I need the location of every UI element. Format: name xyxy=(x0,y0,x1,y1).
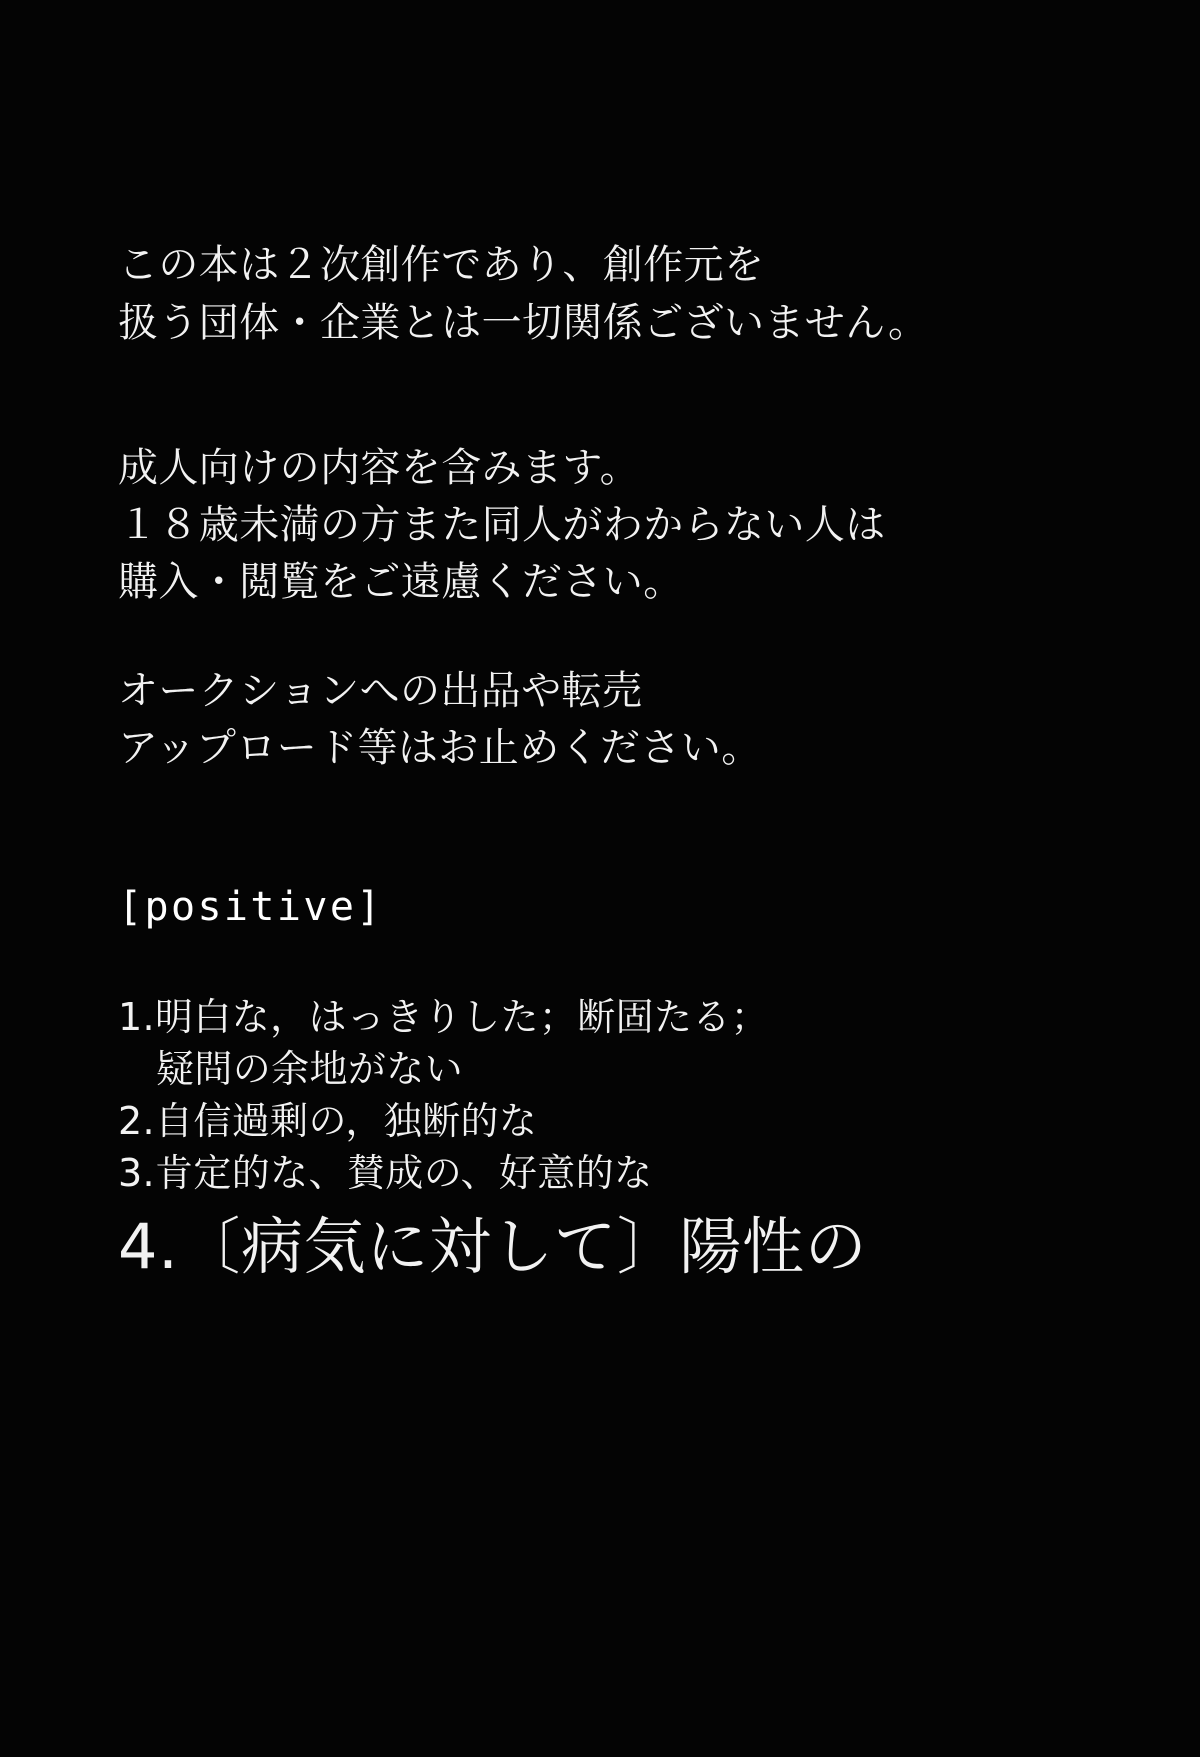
adult-notice-block xyxy=(118,440,1128,611)
resale-notice-line-1: オークションへの出品や転売 xyxy=(118,668,643,714)
resale-notice-line-2: アップロード等はお止めください。 xyxy=(118,725,762,771)
disclaimer-block xyxy=(118,236,1128,352)
resale-notice-block xyxy=(118,663,1128,777)
definition-list xyxy=(118,991,1128,1289)
definition-item-2 xyxy=(118,1095,1128,1147)
definition-item-3 xyxy=(118,1147,1128,1199)
definition-item-4-text: 〔病気に対して〕陽性の xyxy=(178,1210,868,1283)
disclaimer-line-2: 扱う団体・企業とは一切関係ございません。 xyxy=(118,300,929,346)
definition-item-2-number: 2. xyxy=(118,1099,156,1143)
adult-notice-line-2: １８歳未満の方また同人がわからない人は xyxy=(118,502,886,548)
adult-notice-line-1: 成人向けの内容を含みます。 xyxy=(118,445,640,491)
content-column xyxy=(118,236,1128,1289)
definition-item-3-text: 肯定的な、賛成の、好意的な xyxy=(155,1151,653,1195)
adult-notice-line-3: 購入・閲覧をご遠慮ください。 xyxy=(118,559,684,605)
positive-heading: [positive] xyxy=(118,884,383,930)
definition-item-1-number: 1. xyxy=(118,995,156,1039)
definition-item-3-number: 3. xyxy=(118,1151,156,1195)
definition-item-1-continuation: 疑問の余地がない xyxy=(156,1047,464,1091)
definition-item-1 xyxy=(118,991,1128,1043)
definition-item-1-text: 明白な，はっきりした；断固たる； xyxy=(155,995,770,1039)
definition-item-2-text: 自信過剰の，独断的な xyxy=(155,1099,538,1143)
definition-item-4-number: 4. xyxy=(118,1210,179,1283)
definition-item-4 xyxy=(118,1205,1128,1289)
disclaimer-line-1: この本は２次創作であり、創作元を xyxy=(118,242,765,288)
